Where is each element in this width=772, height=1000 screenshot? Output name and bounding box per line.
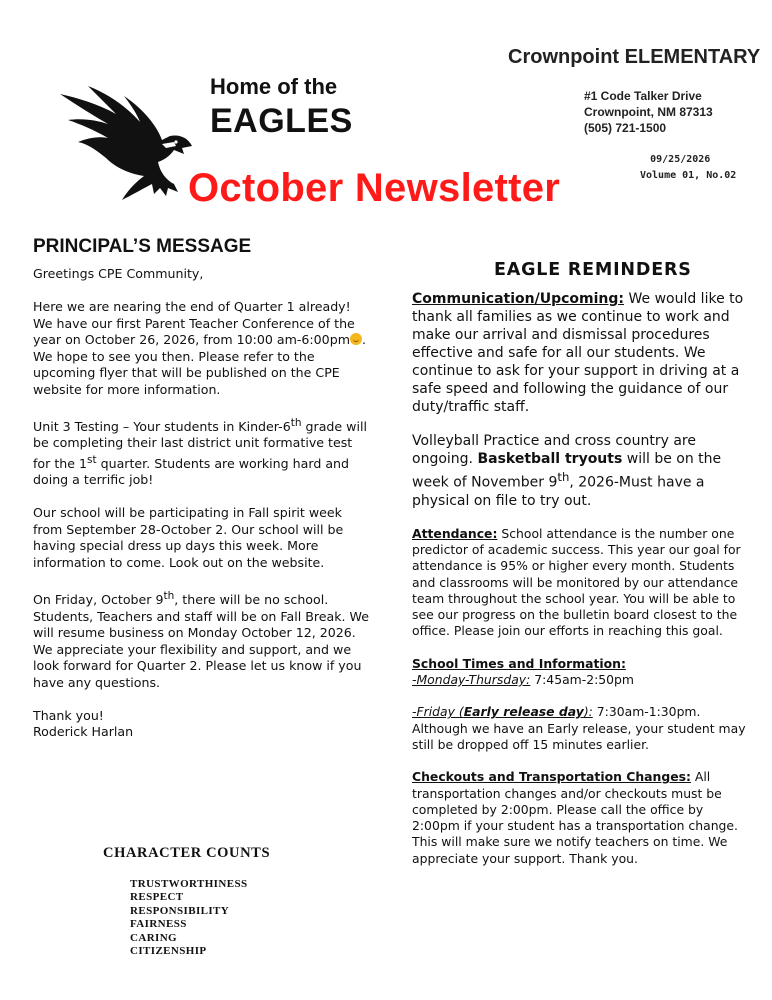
principal-paragraph-fall-break: On Friday, October 9th, there will be no school. Students, Teachers and staff will be on Fall Break. We will resume business on Monday October 12, 2026. We appreciate your flexibility and support, and we look forward for Quarter 2. Please let us know if you have any questions. xyxy=(33,589,369,690)
reminder-school-times: School Times and Information: -Monday-Thursday: 7:45am-2:50pm xyxy=(412,655,634,688)
character-trait: CITIZENSHIP xyxy=(130,945,207,958)
reminders-heading: EAGLE REMINDERS xyxy=(494,260,692,280)
reminder-communication: Communication/Upcoming: We would like to thank all families as we continue to work and make our arrival and dismissal procedures effective and safe for all our students. We continue to ask for your support in driving at a safe speed and following the guidance of our duty/traffic staff. xyxy=(412,291,744,415)
character-counts-heading: CHARACTER COUNTS xyxy=(103,845,271,861)
reminder-friday: -Friday (Early release day): 7:30am-1:30pm. Although we have an Early release, your student may still be dropped off 15 minutes earlier. xyxy=(412,704,746,752)
eagle-reminders xyxy=(412,290,750,883)
school-address xyxy=(584,88,713,136)
principal-message xyxy=(33,266,373,741)
principal-signature: Roderick Harlan xyxy=(33,724,134,740)
principal-closing: Thank you! xyxy=(33,707,104,723)
character-trait: RESPONSIBILITY xyxy=(130,904,230,917)
reminder-checkouts: Checkouts and Transportation Changes: All transportation changes and/or checkouts must be completed by 2:00pm. Please call the office by 2:00pm if your student has a transportation change. This will make sure we notify teachers on time. We appreciate your support. Thank you. xyxy=(412,769,738,866)
character-trait: RESPECT xyxy=(130,891,184,904)
school-name: Crownpoint ELEMENTARY xyxy=(508,46,761,68)
principal-paragraph-conference: Here we are nearing the end of Quarter 1 already! We have our first Parent Teacher Conference of the year on October 26, 2026, from 10:00 am-6:00pm . We hope to see you then. Please refer to the upcoming flyer that will be published on the CPE website for more information. xyxy=(33,299,366,397)
character-trait: TRUSTWORTHINESS xyxy=(130,878,248,890)
home-of-label: Home of the xyxy=(210,74,338,99)
principal-heading: PRINCIPAL’S MESSAGE xyxy=(33,236,252,257)
issue-date: 09/25/2026 xyxy=(650,154,711,165)
address-street: #1 Code Talker Drive xyxy=(584,89,702,103)
issue-volume: Volume 01, No.02 xyxy=(640,170,737,181)
newsletter-title: October Newsletter xyxy=(188,166,561,210)
school-phone: (505) 721-1500 xyxy=(584,121,667,135)
issue-info xyxy=(640,152,736,184)
principal-greeting: Greetings CPE Community, xyxy=(33,266,204,281)
smiley-icon xyxy=(350,333,362,345)
principal-paragraph-spirit-week: Our school will be participating in Fall spirit week from September 28-October 2. Our school will be having special dress up days this week. More information to come. Look out on the website. xyxy=(33,505,344,570)
character-traits-list xyxy=(130,878,247,958)
address-city: Crownpoint, NM 87313 xyxy=(584,105,713,119)
character-trait: CARING xyxy=(130,931,178,944)
principal-paragraph-testing: Unit 3 Testing – Your students in Kinder-6th grade will be completing their last district unit formative test for the 1st quarter. Students are working hard and doing a terrific job! xyxy=(33,416,367,488)
reminder-attendance: Attendance: School attendance is the number one predictor of academic success. This year our goal for attendance is 95% or higher every month. Students and classrooms will be monitored by our attendance team throughout the school year. You will be able to see our progress on the bulletin board closest to the office. Please join our efforts in reaching this goal. xyxy=(412,525,741,639)
eagles-label: EAGLES xyxy=(210,102,353,140)
character-trait: FAIRNESS xyxy=(130,918,187,931)
eagle-icon xyxy=(58,84,194,204)
reminder-sports: Volleyball Practice and cross country are ongoing. Basketball tryouts will be on the week of November 9th, 2026-Must have a physical on file to try out. xyxy=(412,433,722,509)
